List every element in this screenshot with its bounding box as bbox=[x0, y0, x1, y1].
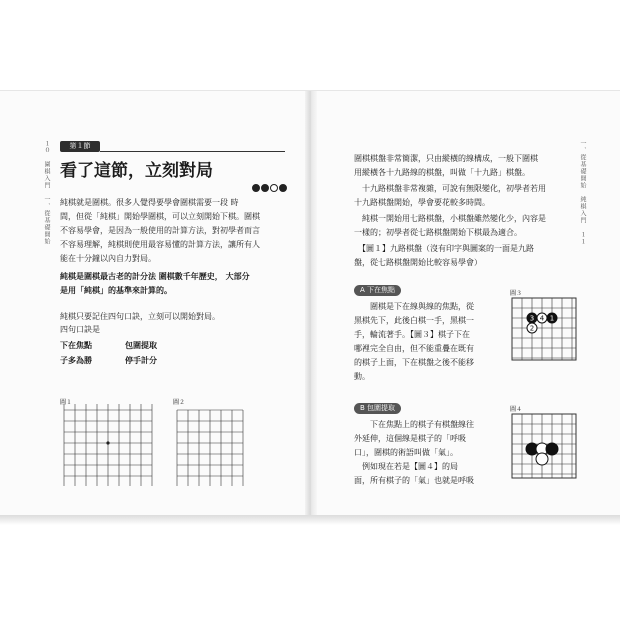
body-line: 純棋一開始用七路棋盤，小棋盤雖然變化少，內容是 bbox=[354, 214, 546, 223]
page-shadow bbox=[0, 515, 620, 525]
rule-item: 下在焦點 bbox=[60, 340, 92, 350]
white-stone bbox=[536, 453, 548, 465]
section-a-line: 的棋子上面，下在棋盤之後不能移 bbox=[354, 358, 474, 367]
section-b-line: 面，所有棋子的「氣」也就是呼吸 bbox=[354, 476, 474, 485]
section-a-line: 黑棋先下，此後白棋一手，黑棋一 bbox=[354, 316, 474, 325]
intro-line: 間，但從「純棋」開始學圍棋，可以立刻開始下棋。圍棋 bbox=[60, 212, 260, 221]
rules-line: 純棋只要記住四句口訣，立刻可以開始對局。 bbox=[60, 312, 220, 321]
intro-line: 純棋就是圍棋。很多人覺得要學會圍棋需要一段 時 bbox=[60, 198, 239, 207]
svg-text:2: 2 bbox=[529, 324, 535, 333]
bold-line: 純棋是圍棋最古老的計分法 圍棋數千年歷史， 大部分 bbox=[60, 271, 250, 281]
intro-line: 能在十分鐘以內自力對局。 bbox=[60, 254, 156, 263]
go-board-figure-4 bbox=[510, 412, 578, 480]
svg-text:3: 3 bbox=[529, 314, 535, 323]
rule-item: 包圍提取 bbox=[125, 340, 157, 350]
body-line: 十九路棋盤非常複雜，可說有無限變化，初學者若用 bbox=[354, 184, 546, 193]
section-b-line: 例如現在若是【圖４】的局 bbox=[362, 462, 458, 471]
stone-3-black bbox=[527, 313, 537, 323]
bold-line: 是用「純棋」的基準來計算的。 bbox=[60, 285, 172, 295]
svg-text:1: 1 bbox=[549, 314, 555, 323]
rule-item: 停手計分 bbox=[125, 355, 157, 365]
dot-empty bbox=[270, 184, 278, 192]
section-a-line: 哪裡完全自由，但不能重疊在既有 bbox=[354, 344, 474, 353]
section-rule bbox=[100, 151, 285, 152]
intro-line: 不容易學會，是因為一般使用的計算方法，對初學者而言 bbox=[60, 226, 260, 235]
section-b-label: B 包圍提取 bbox=[354, 403, 401, 414]
go-board-figure-2 bbox=[171, 404, 257, 486]
body-line: 圍棋棋盤非常簡潔，只由縱橫的線構成，一般下圍棋 bbox=[354, 154, 538, 163]
right-running-head: 一、從基礎開始 純棋入門 １１ bbox=[579, 140, 586, 245]
go-board-figure-3 bbox=[510, 296, 578, 362]
figure-2-label: 圖２ bbox=[173, 399, 186, 406]
intro-line: 不容易理解，純棋則使用最容易懂的計算方法，讓所有人 bbox=[60, 240, 260, 249]
section-a-line: 動。 bbox=[354, 372, 370, 381]
page-title: 看了這節，立刻對局 bbox=[60, 161, 213, 181]
section-a-label: A 下在焦點 bbox=[354, 285, 401, 296]
body-line: 【圖１】九路棋盤（沒有印字與圖案的一面是九路 bbox=[354, 244, 534, 253]
body-line: 一樣的；初學者從七路棋盤開始下棋最為適合。 bbox=[354, 228, 522, 237]
section-b-line: 外延伸，這個線是棋子的「呼吸 bbox=[354, 434, 466, 443]
figure-4-label: 圖４ bbox=[510, 406, 523, 413]
difficulty-dots bbox=[252, 177, 288, 196]
go-board-figure-1 bbox=[58, 404, 160, 486]
rule-item: 子多為勝 bbox=[60, 355, 92, 365]
black-stone bbox=[546, 443, 558, 455]
section-badge: 第１節 bbox=[60, 141, 100, 152]
section-a-line: 手，輪流著手。【圖３】棋子下在 bbox=[354, 330, 470, 339]
left-running-head: １０ 圍棋入門 一、從基礎開始 bbox=[43, 140, 50, 245]
figure-3-label: 圖３ bbox=[510, 290, 523, 297]
body-line: 十九路棋盤開始，學會要花較多時間。 bbox=[354, 198, 490, 207]
stone-2-white bbox=[527, 323, 537, 333]
section-b-line: 口」，圍棋的術語叫做「氣」。 bbox=[354, 448, 458, 457]
book-gutter bbox=[305, 91, 317, 521]
dot-filled bbox=[279, 184, 287, 192]
dot-filled bbox=[261, 184, 269, 192]
stone-1-black bbox=[547, 313, 557, 323]
body-line: 用縱橫各十九路線的棋盤，叫做「十九路」棋盤。 bbox=[354, 168, 530, 177]
section-a-line: 圍棋是下在線與線的焦點，從 bbox=[370, 302, 474, 311]
body-line: 盤，從七路棋盤開始比較容易學會） bbox=[354, 258, 482, 267]
svg-text:4: 4 bbox=[539, 314, 545, 323]
rules-line: 四句口訣是 bbox=[60, 325, 100, 334]
figure-1-label: 圖１ bbox=[60, 399, 73, 406]
stone-4-white bbox=[537, 313, 547, 323]
section-b-line: 下在焦點上的棋子有棋盤線往 bbox=[370, 420, 474, 429]
dot-filled bbox=[252, 184, 260, 192]
